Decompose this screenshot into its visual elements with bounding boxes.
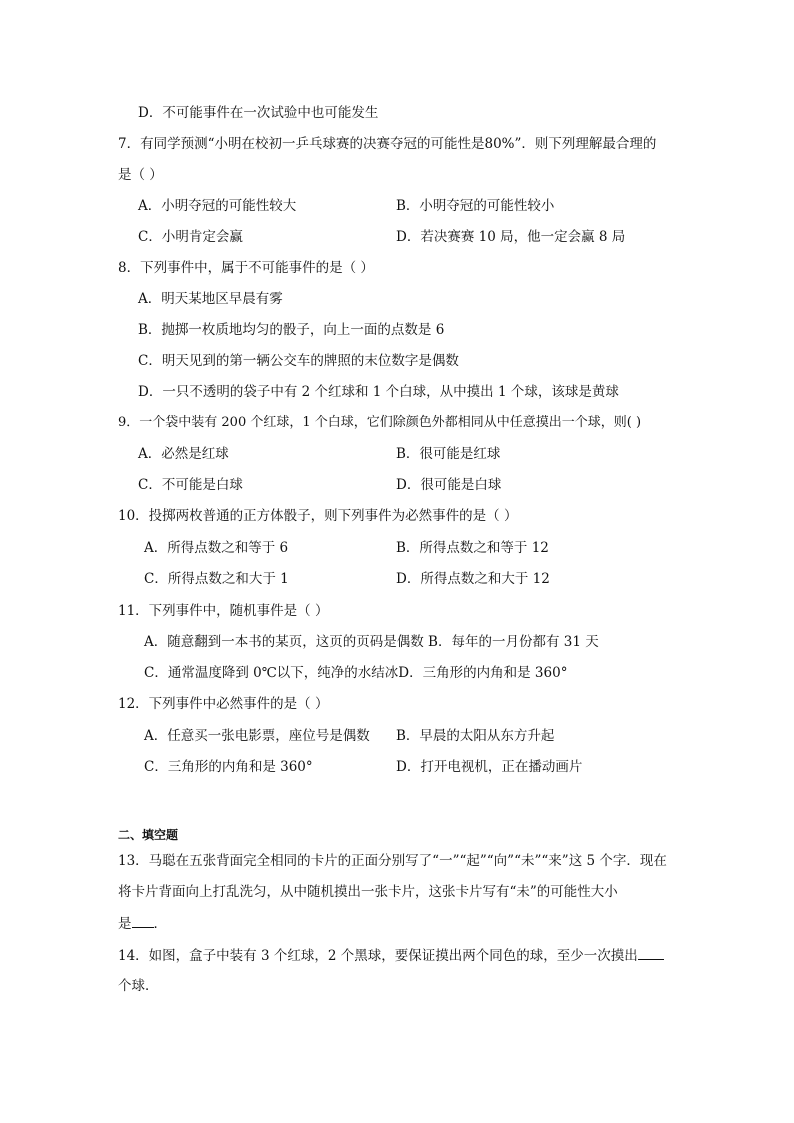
q9-option-d: D．很可能是白球 <box>396 477 502 493</box>
q7-stem-line2: 是（ ） <box>118 167 163 183</box>
q8-option-a: A．明天某地区早晨有雾 <box>138 291 283 307</box>
q9-option-b: B．很可能是红球 <box>396 446 501 462</box>
q7-option-c: C．小明肯定会赢 <box>138 229 243 245</box>
q6-option-d: D．不可能事件在一次试验中也可能发生 <box>138 105 379 121</box>
q8-stem: 8．下列事件中，属于不可能事件的是（ ） <box>118 260 374 276</box>
q13-line3-prefix: 是 <box>118 916 132 932</box>
q12-option-d: D．打开电视机，正在播动画片 <box>396 759 583 775</box>
q13-line3-suffix: ． <box>153 916 167 932</box>
q14-answer-blank[interactable] <box>638 946 664 960</box>
q8-option-c: C．明天见到的第一辆公交车的牌照的末位数字是偶数 <box>138 353 459 369</box>
q10-option-a: A．所得点数之和等于 6 <box>144 540 289 556</box>
q9-option-a: A．必然是红球 <box>138 446 229 462</box>
q7-stem-line1: 7．有同学预测“小明在校初一乒乓球赛的决赛夺冠的可能性是80%”．则下列理解最合理的 <box>118 136 657 152</box>
q9-stem: 9．一个袋中装有 200 个红球，1 个白球，它们除颜色外都相同从中任意摸出一个球，则( ) <box>118 415 642 430</box>
q12-option-b: B．早晨的太阳从东方升起 <box>396 728 555 744</box>
q13-line1: 13．马聪在五张背面完全相同的卡片的正面分别写了“一”“起”“向”“未”“来”这 5 个字．现在 <box>118 853 667 869</box>
q14-line2: 个球． <box>118 978 159 994</box>
q13-line2: 将卡片背面向上打乱洗匀，从中随机摸出一张卡片，这张卡片写有“未”的可能性大小 <box>118 884 618 900</box>
q12-option-a: A．任意买一张电影票，座位号是偶数 <box>144 728 370 744</box>
q10-stem: 10．投掷两枚普通的正方体骰子，则下列事件为必然事件的是（ ） <box>118 508 518 524</box>
q10-option-d: D．所得点数之和大于 12 <box>396 571 550 587</box>
q13-line3 <box>118 914 167 933</box>
q10-option-c: C．所得点数之和大于 1 <box>144 571 289 587</box>
q12-stem: 12．下列事件中必然事件的是（ ） <box>118 696 329 712</box>
q7-option-d: D．若决赛赛 10 局，他一定会赢 8 局 <box>396 229 626 245</box>
q11-options-cd: C．通常温度降到 0℃以下，纯净的水结冰D．三角形的内角和是 360° <box>144 665 568 681</box>
section-title-fill-in: 二、填空题 <box>118 828 179 842</box>
q11-stem: 11．下列事件中，随机事件是（ ） <box>118 603 329 619</box>
q13-answer-blank[interactable] <box>132 914 154 928</box>
q12-option-c: C．三角形的内角和是 360° <box>144 759 313 775</box>
q8-option-d: D．一只不透明的袋子中有 2 个红球和 1 个白球，从中摸出 1 个球，该球是黄球 <box>138 384 619 400</box>
q7-option-b: B．小明夺冠的可能性较小 <box>396 198 555 214</box>
q7-option-a: A．小明夺冠的可能性较大 <box>138 198 297 214</box>
q14-line1 <box>118 946 664 965</box>
q9-option-c: C．不可能是白球 <box>138 477 243 493</box>
q10-option-b: B．所得点数之和等于 12 <box>396 540 549 556</box>
q14-line1-text: 14．如图，盒子中装有 3 个红球，2 个黑球，要保证摸出两个同色的球，至少一次摸出 <box>118 948 638 964</box>
q8-option-b: B．抛掷一枚质地均匀的骰子，向上一面的点数是 6 <box>138 322 445 338</box>
q11-options-ab: A．随意翻到一本书的某页，这页的页码是偶数 B．每年的一月份都有 31 天 <box>144 634 599 650</box>
